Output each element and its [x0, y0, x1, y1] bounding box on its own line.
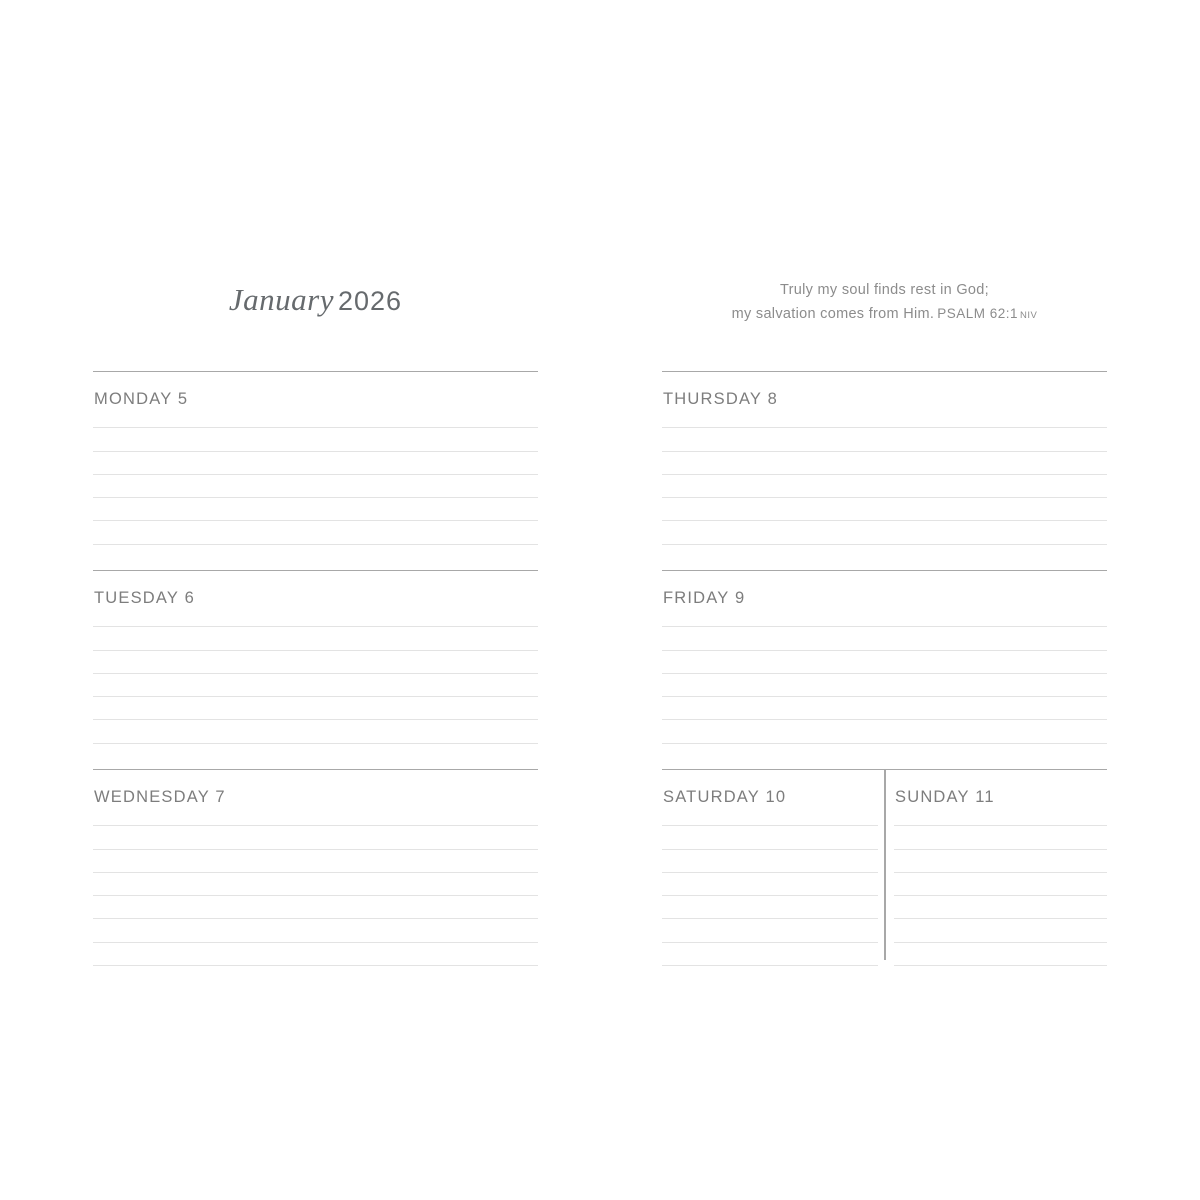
ruled-line — [93, 850, 538, 873]
ruled-line — [662, 803, 878, 826]
ruled-line — [662, 604, 1107, 627]
ruled-line — [93, 896, 538, 919]
ruled-line — [93, 697, 538, 720]
ruled-line — [93, 651, 538, 674]
day-section-sunday — [894, 770, 1107, 960]
ruled-line — [93, 604, 538, 627]
ruled-line — [894, 803, 1107, 826]
ruled-line — [93, 405, 538, 428]
ruled-line — [662, 521, 1107, 544]
ruled-line — [894, 919, 1107, 942]
verse-reference: PSALM 62:1 — [937, 306, 1019, 321]
ruled-line — [894, 826, 1107, 849]
day-section-weekend — [662, 769, 1107, 960]
ruled-line — [894, 943, 1107, 966]
ruled-line — [662, 428, 1107, 451]
day-section-tuesday — [93, 570, 538, 769]
ruled-line — [662, 452, 1107, 475]
ruled-line — [662, 674, 1107, 697]
day-section-thursday — [662, 371, 1107, 570]
ruled-line — [894, 896, 1107, 919]
title-month: January — [228, 282, 334, 317]
ruled-line — [93, 498, 538, 521]
day-section-wednesday — [93, 769, 538, 960]
page-title — [93, 282, 538, 318]
ruled-line — [662, 896, 878, 919]
saturday-sunday-divider — [884, 770, 886, 960]
ruled-line — [662, 651, 1107, 674]
ruled-line — [93, 803, 538, 826]
ruled-line — [93, 826, 538, 849]
ruled-line — [662, 943, 878, 966]
notes-area — [662, 604, 1107, 744]
ruled-line — [93, 943, 538, 966]
ruled-line — [662, 850, 878, 873]
ruled-line — [93, 627, 538, 650]
day-label: THURSDAY 8 — [663, 390, 778, 408]
day-label: SUNDAY 11 — [895, 788, 995, 806]
ruled-line — [662, 475, 1107, 498]
ruled-line — [662, 627, 1107, 650]
ruled-line — [93, 674, 538, 697]
day-label: WEDNESDAY 7 — [94, 788, 226, 806]
day-label: MONDAY 5 — [94, 390, 189, 408]
ruled-line — [93, 873, 538, 896]
ruled-line — [93, 452, 538, 475]
ruled-line — [662, 919, 878, 942]
scripture-verse — [662, 279, 1107, 327]
title-year: 2026 — [338, 286, 403, 316]
day-section-monday — [93, 371, 538, 570]
day-section-saturday — [662, 770, 878, 960]
ruled-line — [662, 498, 1107, 521]
ruled-line — [93, 521, 538, 544]
ruled-line — [662, 873, 878, 896]
day-label: FRIDAY 9 — [663, 589, 746, 607]
ruled-line — [93, 720, 538, 743]
notes-area — [662, 405, 1107, 545]
verse-translation: NIV — [1020, 310, 1038, 321]
notes-area — [93, 604, 538, 744]
ruled-line — [662, 697, 1107, 720]
ruled-line — [662, 405, 1107, 428]
day-label: TUESDAY 6 — [94, 589, 195, 607]
notes-area — [93, 405, 538, 545]
day-label: SATURDAY 10 — [663, 788, 787, 806]
notes-area — [894, 803, 1107, 966]
ruled-line — [662, 826, 878, 849]
day-section-friday — [662, 570, 1107, 769]
ruled-line — [93, 428, 538, 451]
ruled-line — [93, 475, 538, 498]
notes-area — [662, 803, 878, 966]
ruled-line — [894, 873, 1107, 896]
ruled-line — [662, 720, 1107, 743]
ruled-line — [93, 919, 538, 942]
verse-line1: Truly my soul finds rest in God; — [780, 282, 989, 298]
notes-area — [93, 803, 538, 966]
ruled-line — [894, 850, 1107, 873]
verse-line2: my salvation comes from Him. PSALM 62:1 NIV — [731, 306, 1038, 322]
